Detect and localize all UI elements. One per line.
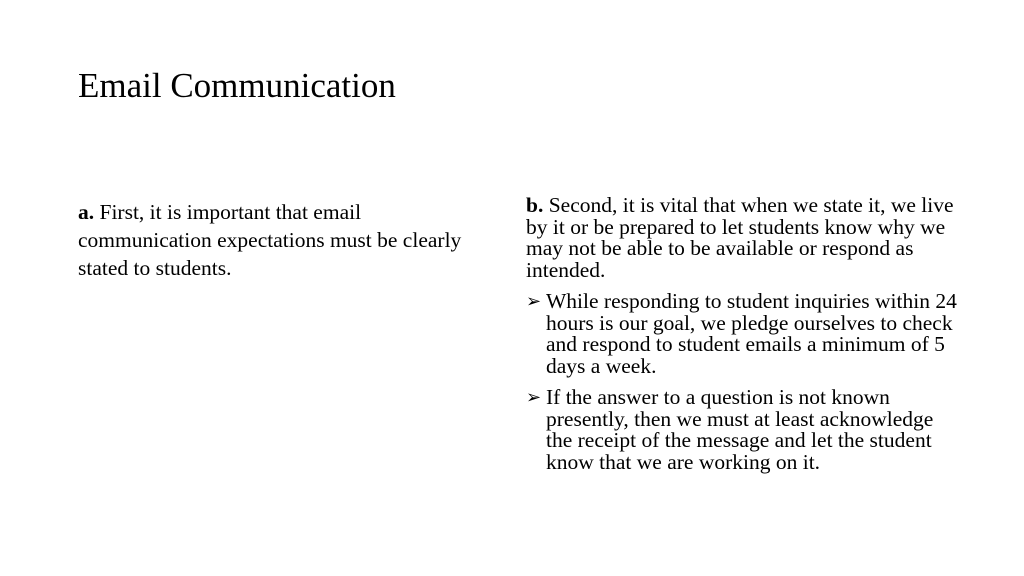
left-column <box>78 198 478 282</box>
arrow-bullet-icon: ➢ <box>526 387 542 408</box>
bullet-text: While responding to student inquiries within 24 hours is our goal, we pledge ourselves to check and respond to student emails a minimum of 5 days a week. <box>546 289 957 378</box>
point-b-text: Second, it is vital that when we state it, we live by it or be prepared to let students know why we may not be able to be available or respond as intended. <box>526 193 954 282</box>
arrow-bullet-icon: ➢ <box>526 291 542 312</box>
bullet-text: If the answer to a question is not known presently, then we must at least acknowledge the receipt of the message and let the student know that we are working on it. <box>546 385 934 474</box>
point-b-paragraph <box>526 195 958 281</box>
point-b-bullet-list <box>526 291 958 473</box>
point-a-paragraph <box>78 198 478 282</box>
slide-title: Email Communication <box>78 66 396 105</box>
point-b-marker: b. <box>526 193 544 217</box>
point-a-text: First, it is important that email communication expectations must be clearly stated to students. <box>78 200 462 280</box>
bullet-item <box>526 387 958 473</box>
bullet-item <box>526 291 958 377</box>
right-column <box>526 195 958 473</box>
point-a-marker: a. <box>78 200 95 224</box>
